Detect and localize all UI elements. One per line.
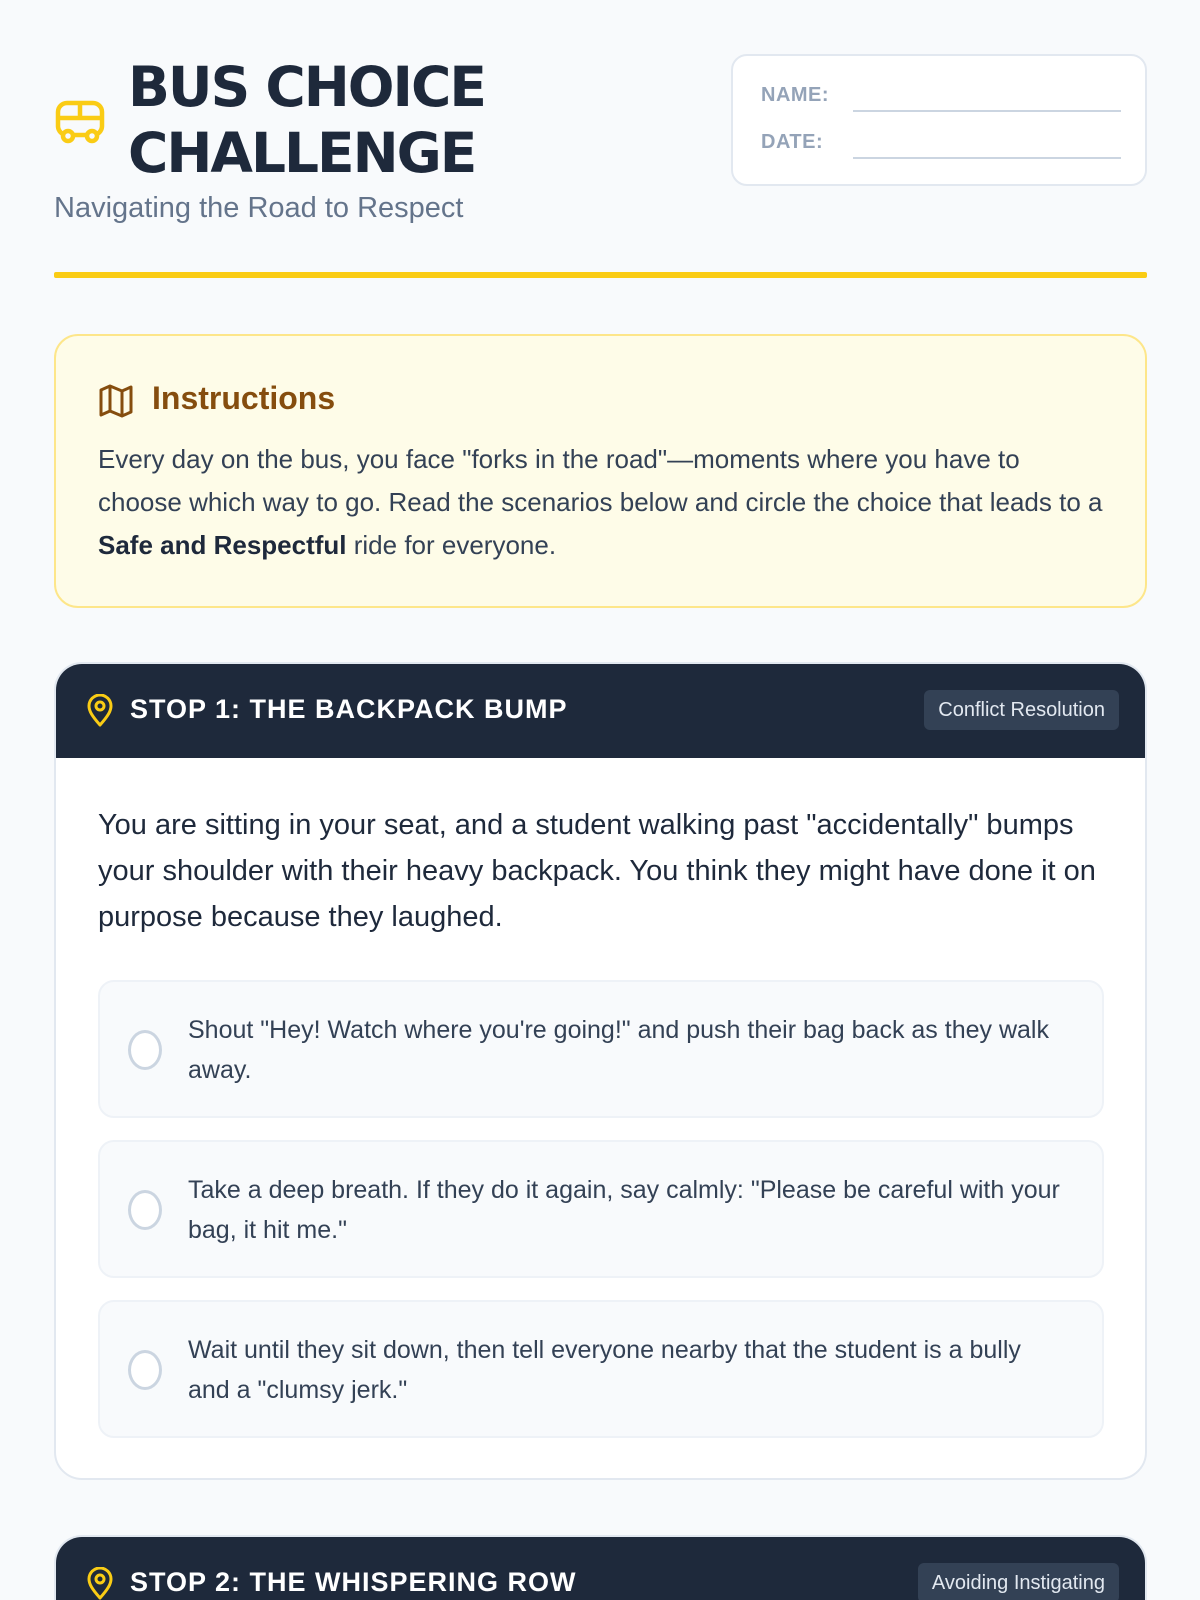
option-2[interactable]: [98, 1140, 1104, 1278]
map-icon: [98, 384, 134, 418]
stop-header: [56, 1537, 1145, 1600]
date-label: DATE:: [761, 131, 824, 153]
name-date-box: [731, 54, 1147, 186]
stop-title: STOP 2: THE WHISPERING ROW: [130, 1567, 577, 1597]
instructions-text-bold: Safe and Respectful: [98, 530, 347, 560]
instructions-text: [98, 438, 1108, 567]
instructions-text-start: Every day on the bus, you face "forks in the road"—moments where you have to choose which way to go. Read the scenarios below and circle the choice that leads to a: [98, 444, 1103, 517]
bus-icon: [54, 100, 106, 144]
option-radio[interactable]: [128, 1030, 162, 1070]
worksheet-page: [54, 0, 1147, 1597]
option-text: Wait until they sit down, then tell everyone nearby that the student is a bully and a "clumsy jerk.": [188, 1336, 1021, 1404]
header-divider: [54, 272, 1147, 278]
date-row: [761, 131, 1121, 161]
option-text: Shout "Hey! Watch where you're going!" and push their bag back as they walk away.: [188, 1016, 1049, 1084]
option-text: Take a deep breath. If they do it again, say calmly: "Please be careful with your bag, it hit me.": [188, 1176, 1060, 1244]
page-subtitle: Navigating the Road to Respect: [54, 192, 464, 224]
stop-tag: Avoiding Instigating: [918, 1563, 1119, 1600]
name-row: [761, 84, 1121, 114]
option-3[interactable]: [98, 1300, 1104, 1438]
stop-card-2: [54, 1535, 1147, 1600]
instructions-box: [54, 334, 1147, 608]
option-radio[interactable]: [128, 1350, 162, 1390]
scenario-text: You are sitting in your seat, and a student walking past "accidentally" bumps your shoulder with their heavy backpack. You think they might have done it on purpose because they laughed.: [98, 809, 1096, 933]
date-line[interactable]: [853, 157, 1121, 159]
stop-header: [56, 664, 1145, 758]
name-label: NAME:: [761, 84, 830, 106]
stop-tag: Conflict Resolution: [924, 690, 1119, 730]
page-title: [128, 54, 648, 186]
map-pin-icon: [86, 694, 114, 728]
instructions-title: Instructions: [152, 380, 336, 416]
title-line-1: BUS CHOICE: [128, 55, 485, 119]
header: [54, 0, 1147, 282]
option-1[interactable]: [98, 980, 1104, 1118]
map-pin-icon: [86, 1567, 114, 1600]
stop-card-1: [54, 662, 1147, 1480]
instructions-text-end: ride for everyone.: [346, 530, 557, 560]
name-line[interactable]: [853, 110, 1121, 112]
option-radio[interactable]: [128, 1190, 162, 1230]
title-line-2: CHALLENGE: [128, 121, 476, 185]
stop-title: STOP 1: THE BACKPACK BUMP: [130, 694, 568, 724]
